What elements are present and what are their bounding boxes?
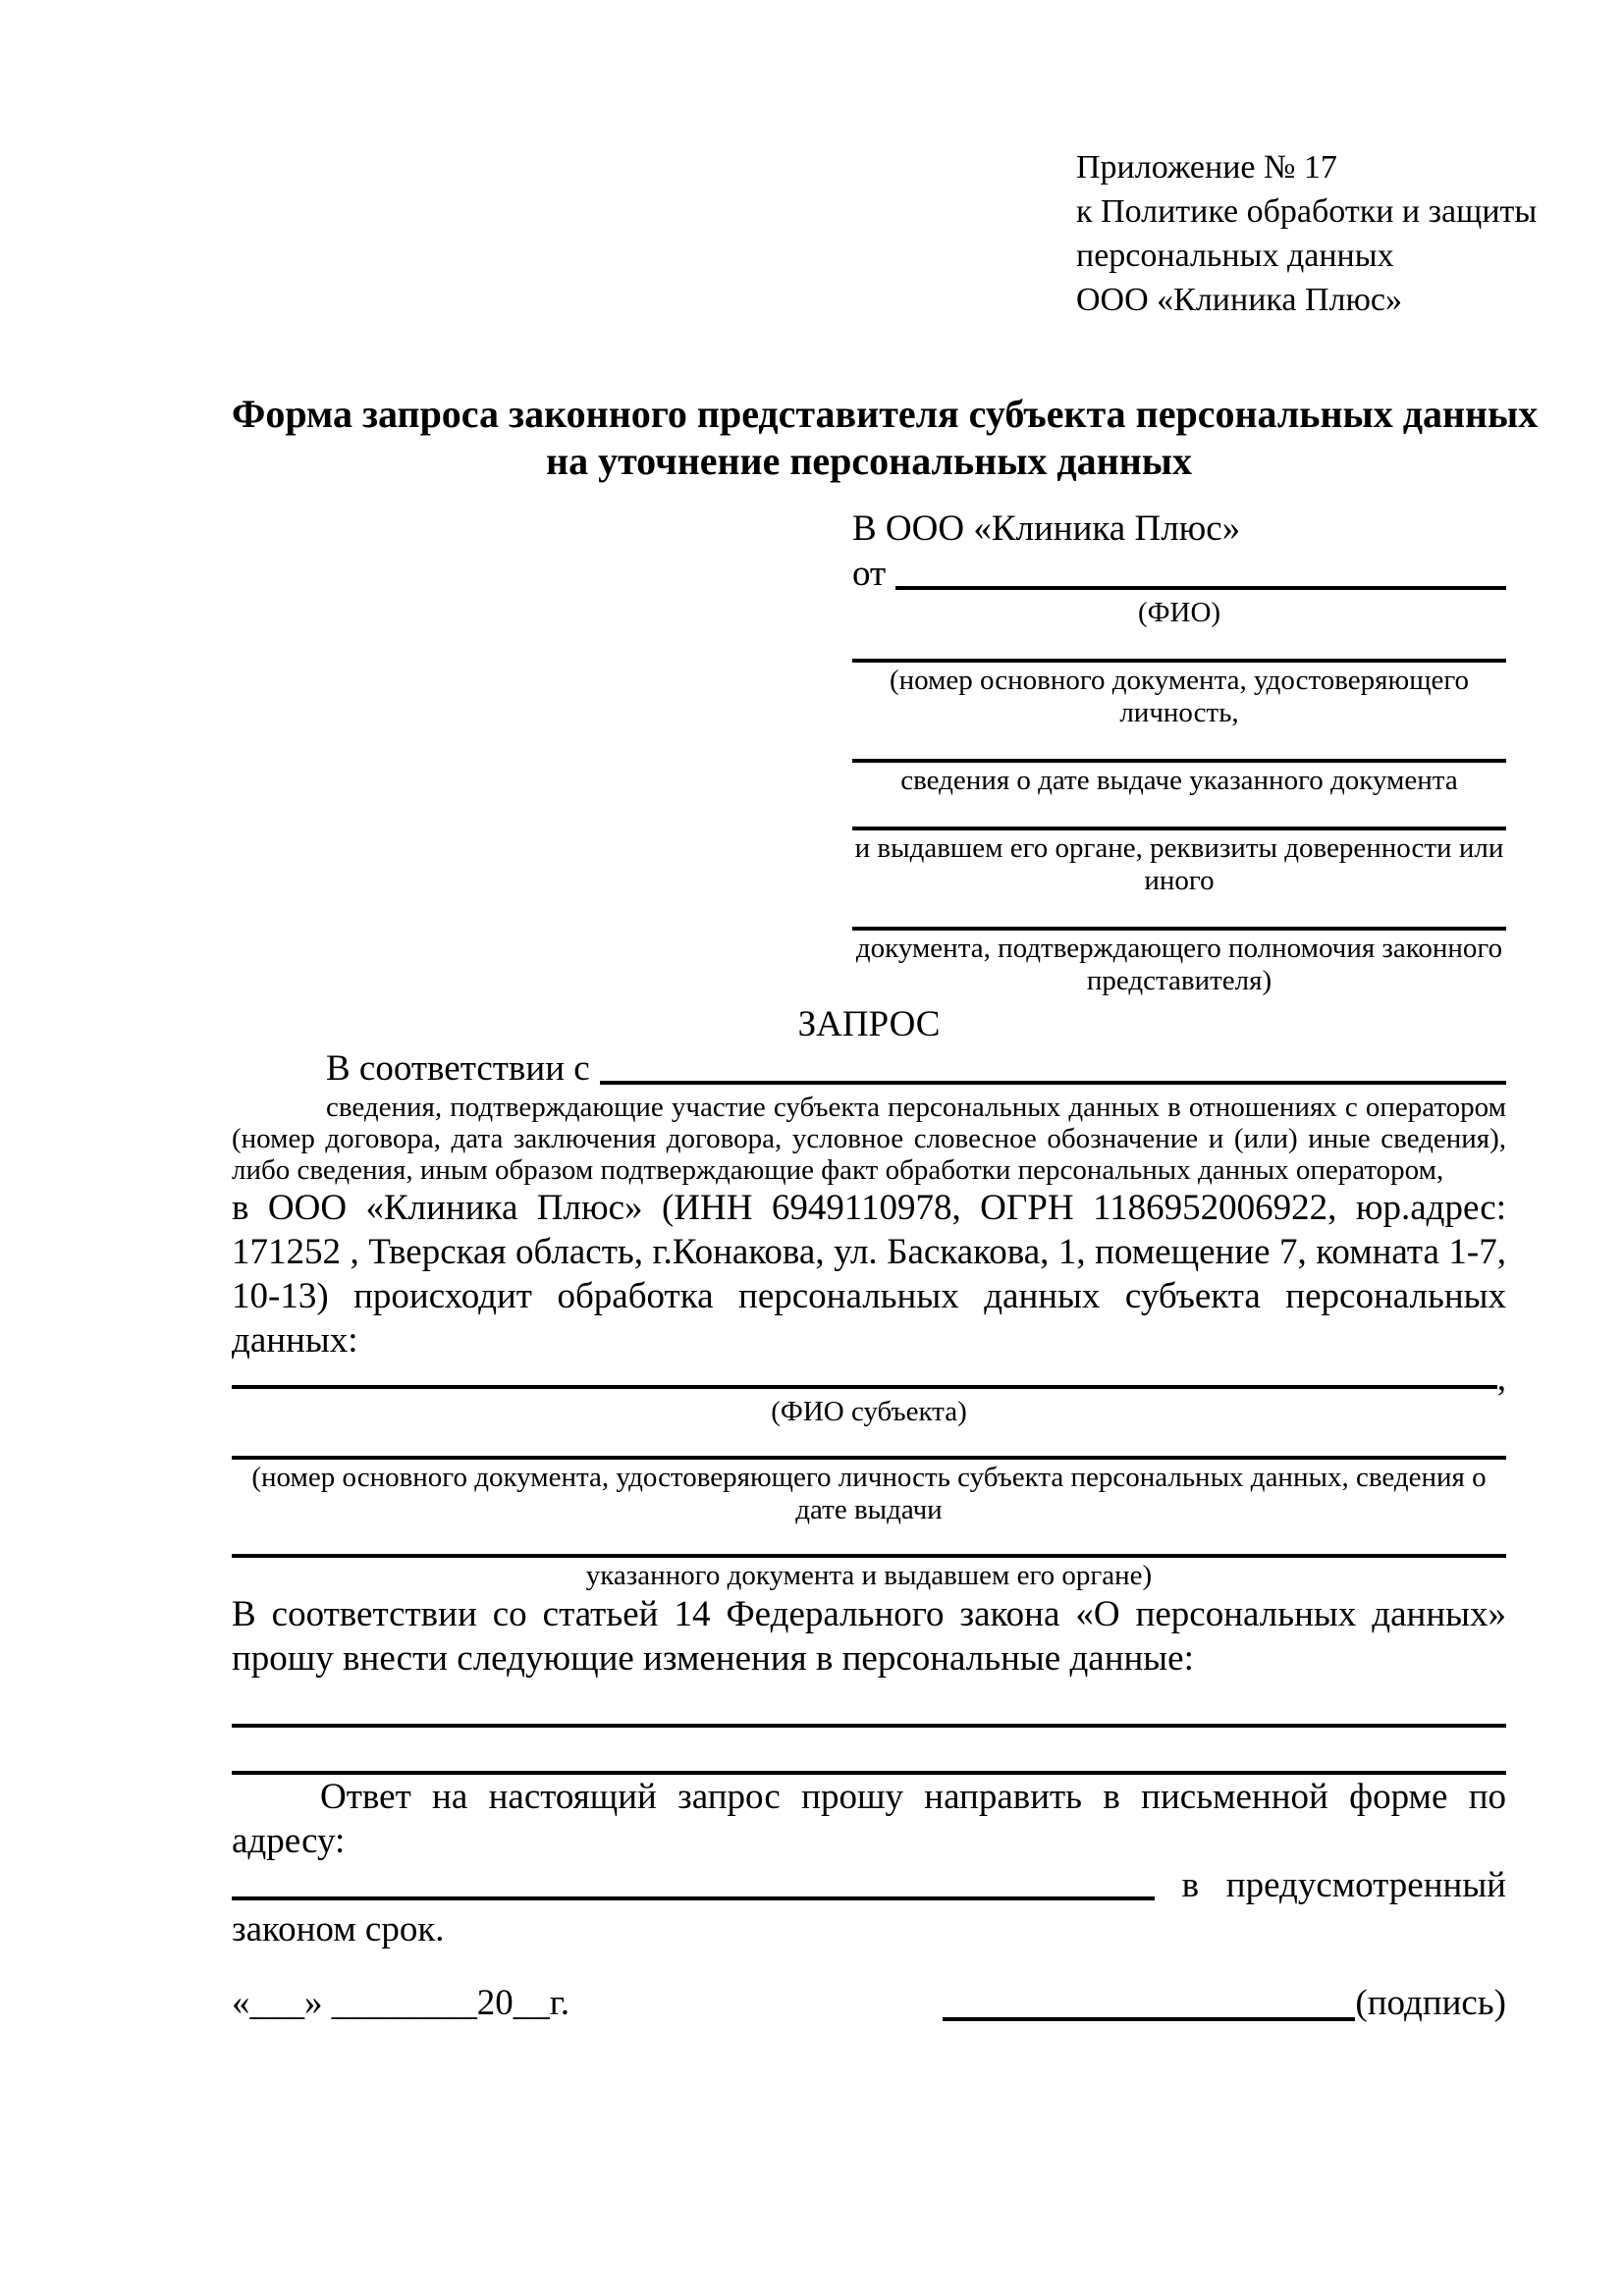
signature-area — [943, 1979, 1506, 2028]
fio-caption: (ФИО) — [1137, 597, 1221, 628]
issue-date-blank-line — [852, 729, 1506, 763]
reply-address-row — [232, 1863, 1506, 1907]
document-number-blank-line — [852, 629, 1506, 663]
appendix-line: Приложение № 17 — [1076, 149, 1337, 186]
issuing-authority-blank-line — [852, 797, 1506, 830]
form-title-line: на уточнение персональных данных — [546, 439, 1192, 483]
subject-fio-blank-line — [232, 1356, 1497, 1389]
accordance-lead: В соответствии с — [326, 1048, 590, 1089]
representative-authority-blank-line — [852, 897, 1506, 931]
field-caption: сведения о дате выдаче указанного документа — [900, 765, 1458, 796]
field-caption: документа, подтверждающего полномочия законного представителя) — [855, 933, 1503, 996]
changes-blank-line — [232, 1681, 1506, 1728]
subject-document-caption: (номер основного документа, удостоверяющего личность субъекта персональных данных, сведения о дате выдачи — [251, 1462, 1487, 1525]
accordance-row — [232, 1046, 1506, 1092]
addressee-block — [852, 507, 1506, 997]
appendix-header — [1076, 145, 1538, 322]
date-blank-line: «___» ________20__г. — [232, 1983, 570, 2023]
reply-tail-word: предусмотренный — [1225, 1865, 1506, 1905]
form-title-line: Форма запроса законного представителя субъекта персональных данных — [232, 392, 1539, 436]
changes-blank-line — [232, 1728, 1506, 1775]
fio-blank-line — [895, 557, 1506, 590]
appendix-line: к Политике обработки и защиты — [1076, 193, 1538, 230]
form-title — [232, 391, 1539, 485]
signature-caption: (подпись) — [1355, 1983, 1506, 2023]
address-blank-line — [232, 1867, 1155, 1900]
appendix-line: персональных данных — [1076, 238, 1394, 274]
subject-fio-row — [232, 1359, 1506, 1399]
accordance-footnote: сведения, подтверждающие участие субъекта персональных данных в отношениях с оператором (номер договора, дата заключения договора, условное словесное обозначение и (или) иные сведения), либо сведения, иным образом подтверждающие факт обработки персональных данных оператором, — [232, 1092, 1506, 1186]
subject-document-blank-line — [232, 1526, 1506, 1558]
field-caption: (номер основного документа, удостоверяющего личность, — [889, 665, 1470, 728]
appendix-line: ООО «Клиника Плюс» — [1076, 282, 1402, 318]
subject-document-blank-line — [232, 1428, 1506, 1460]
field-caption: и выдавшем его органе, реквизиты доверенности или иного — [854, 832, 1504, 896]
operator-paragraph: в ООО «Клиника Плюс» (ИНН 6949110978, ОГРН 1186952006922, юр.адрес: 171252 , Тверская область, г.Конакова, ул. Баскакова, 1, помещение 7, комната 1-7, 10-13) происходит обработка персональных данных субъекта персональных данных: — [232, 1188, 1506, 1361]
request-heading: ЗАПРОС — [797, 1004, 941, 1044]
reply-tail-word: в — [1181, 1865, 1200, 1905]
addressee-organization: В ООО «Клиника Плюс» — [852, 508, 1241, 549]
law-paragraph: В соответствии со статьей 14 Федерального закона «О персональных данных» прошу внести следующие изменения в персональные данные: — [232, 1594, 1506, 1679]
from-label: от — [852, 554, 887, 594]
trailing-comma: , — [1496, 1359, 1506, 1399]
from-row — [852, 552, 1506, 597]
subject-document-caption: указанного документа и выдавшем его органе) — [585, 1560, 1153, 1591]
subject-fio-caption: (ФИО субъекта) — [771, 1396, 967, 1427]
signature-blank-line — [943, 1986, 1355, 2021]
signature-row — [232, 1979, 1506, 2028]
accordance-blank-line — [600, 1051, 1506, 1085]
reply-paragraph: Ответ на настоящий запрос прошу направить в письменной форме по адресу: — [232, 1777, 1506, 1861]
reply-closing: законом срок. — [232, 1909, 445, 1949]
